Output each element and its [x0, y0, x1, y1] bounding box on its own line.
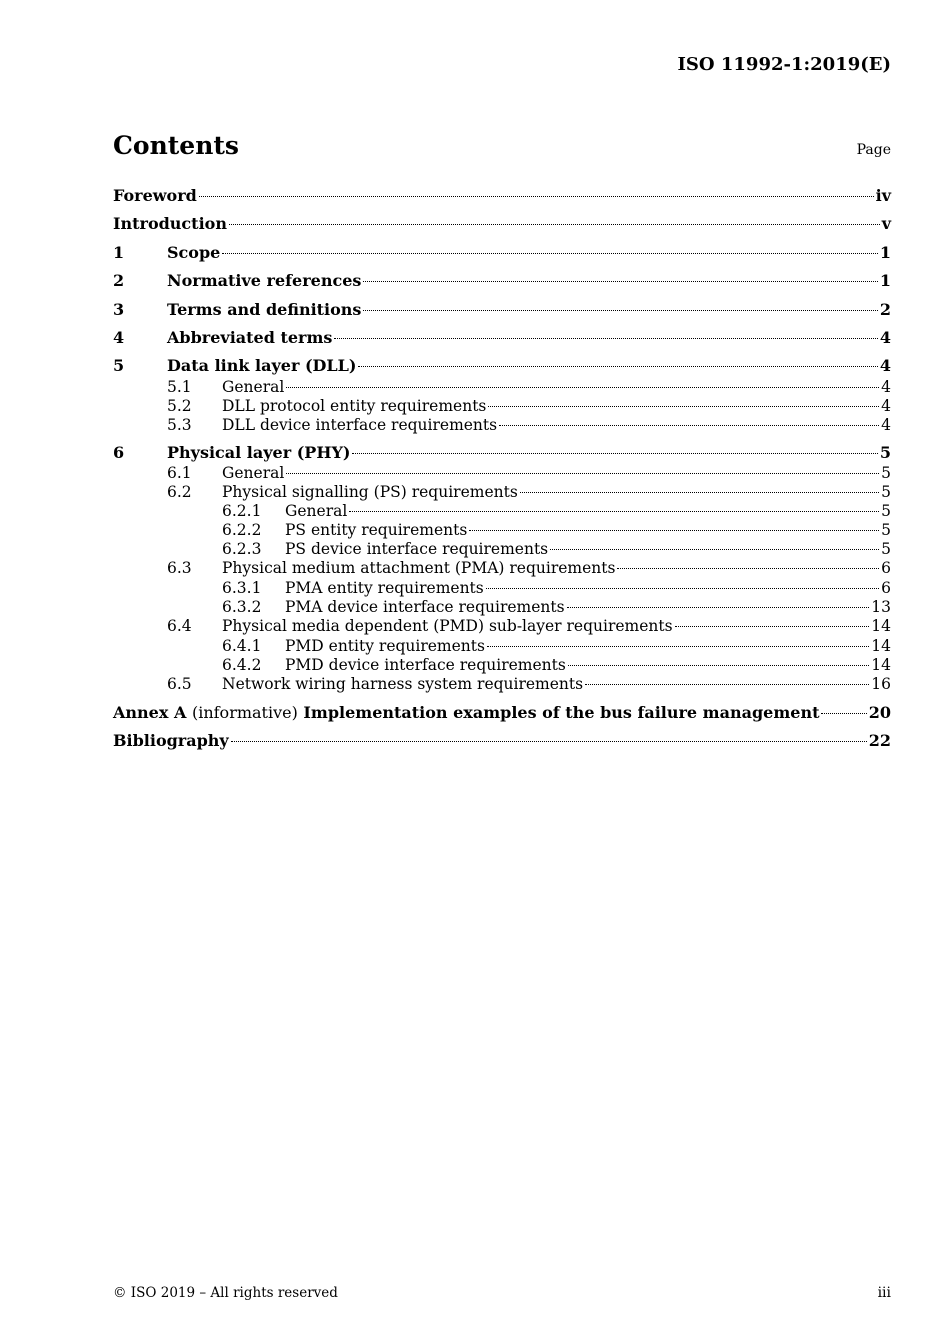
- toc-entry-page: 5: [879, 443, 891, 462]
- toc-entry[interactable]: [113, 558, 891, 578]
- toc-dot-leader: [499, 425, 879, 426]
- toc-entry-page: 4: [879, 328, 891, 347]
- toc-entry-title: [285, 501, 347, 521]
- toc-entry-number: 5.3: [167, 416, 192, 434]
- toc-entry-title: [167, 356, 356, 376]
- toc-entry[interactable]: [113, 271, 891, 291]
- toc-entry-page: 5: [881, 502, 891, 520]
- toc-entry-page: 1: [879, 243, 891, 262]
- toc-entry-title: [285, 655, 566, 675]
- toc-entry-page: 5: [881, 464, 891, 482]
- toc-entry-number: 6.3: [167, 559, 192, 577]
- toc-entry-title: [167, 443, 350, 463]
- toc-entry-page: 4: [879, 356, 891, 375]
- toc-entry-title: [113, 186, 197, 206]
- toc-dot-leader: [199, 196, 874, 197]
- toc-entry-page: 13: [871, 598, 891, 616]
- toc-dot-leader: [222, 253, 878, 254]
- toc-entry-page: 22: [868, 731, 891, 750]
- toc-entry-number: 4: [113, 328, 125, 347]
- footer-copyright: © ISO 2019 – All rights reserved: [113, 1285, 338, 1301]
- toc-entry-number: 6: [113, 443, 125, 462]
- toc-entry-page: 5: [881, 540, 891, 558]
- toc-entry-title-text: Annex A: [113, 703, 187, 722]
- toc-entry-number: 6.2.1: [222, 502, 262, 520]
- toc-entry-title-text: Physical signalling (PS) requirements: [222, 483, 518, 501]
- toc-entry-title: [285, 539, 548, 559]
- toc-entry-title: [113, 214, 227, 234]
- toc-entry-title: [222, 415, 497, 435]
- toc-dot-leader: [363, 281, 877, 282]
- toc-entry-number: 6.3.2: [222, 598, 262, 616]
- toc-dot-leader: [486, 588, 879, 589]
- toc-dot-leader: [334, 338, 877, 339]
- toc-dot-leader: [349, 511, 879, 512]
- toc-dot-leader: [520, 492, 879, 493]
- toc-dot-leader: [231, 741, 867, 742]
- toc-dot-leader: [617, 568, 879, 569]
- toc-entry-page: 4: [881, 416, 891, 434]
- toc-entry-number: 6.4: [167, 617, 192, 635]
- toc-entry[interactable]: [113, 597, 891, 617]
- toc-entry-page: v: [881, 214, 891, 233]
- toc-entry[interactable]: [113, 520, 891, 540]
- toc-entry[interactable]: [113, 186, 891, 206]
- toc-entry-title: [167, 243, 220, 263]
- toc-entry[interactable]: [113, 578, 891, 598]
- toc-entry-title-text: Abbreviated terms: [167, 328, 333, 347]
- toc-entry-page: 4: [881, 378, 891, 396]
- toc-entry[interactable]: [113, 674, 891, 694]
- toc-entry[interactable]: [113, 463, 891, 483]
- toc-dot-leader: [352, 453, 877, 454]
- toc-entry-number: 5: [113, 356, 125, 375]
- toc-dot-leader: [229, 224, 880, 225]
- toc-entry-title-text: General: [222, 378, 285, 396]
- toc-entry-title: [222, 558, 615, 578]
- toc-entry-page: 14: [871, 656, 891, 674]
- toc-dot-leader: [585, 684, 869, 685]
- toc-dot-leader: [821, 713, 866, 714]
- toc-dot-leader: [286, 473, 879, 474]
- contents-title: Contents: [113, 131, 240, 160]
- document-id: ISO 11992-1:2019(E): [677, 54, 891, 75]
- toc-entry-title-text: Terms and definitions: [167, 300, 362, 319]
- toc-entry-title-text: Scope: [167, 243, 221, 262]
- toc-entry[interactable]: [113, 243, 891, 263]
- toc-entry[interactable]: [113, 443, 891, 463]
- toc-entry[interactable]: [113, 655, 891, 675]
- toc-entry-title: [167, 328, 332, 348]
- toc-entry-title: [222, 482, 518, 502]
- toc-dot-leader: [469, 530, 879, 531]
- page-column-label: Page: [856, 142, 891, 158]
- toc-entry-annex-type: (informative): [191, 703, 298, 722]
- toc-dot-leader: [363, 310, 877, 311]
- toc-entry-number: 3: [113, 300, 125, 319]
- toc-entry-title: [285, 578, 484, 598]
- toc-dot-leader: [567, 607, 870, 608]
- toc-entry[interactable]: [113, 616, 891, 636]
- toc-entry-title: [222, 616, 673, 636]
- toc-dot-leader: [568, 665, 869, 666]
- toc-dot-leader: [675, 626, 870, 627]
- toc-entry-title-text: General: [222, 464, 285, 482]
- toc-entry-title-text: Physical media dependent (PMD) sub-layer requirements: [222, 617, 673, 635]
- toc-entry-page: 6: [881, 579, 891, 597]
- toc-entry-title: [222, 463, 284, 483]
- toc-entry-title-text: Foreword: [113, 186, 197, 205]
- toc-entry-title: [285, 597, 565, 617]
- toc-entry-number: 5.2: [167, 397, 192, 415]
- toc-entry-title: [222, 674, 583, 694]
- toc-entry[interactable]: [113, 214, 891, 234]
- toc-entry-page: 20: [868, 703, 891, 722]
- toc-entry[interactable]: [113, 377, 891, 397]
- toc-entry-title-text: Normative references: [167, 271, 362, 290]
- toc-entry-title-text: PS device interface requirements: [285, 540, 549, 558]
- toc-entry[interactable]: [113, 731, 891, 751]
- toc-entry-number: 6.2.3: [222, 540, 262, 558]
- toc-entry[interactable]: [113, 636, 891, 656]
- toc-entry-title-text: Physical layer (PHY): [167, 443, 351, 462]
- toc-entry[interactable]: [113, 501, 891, 521]
- toc-entry-title-text: DLL device interface requirements: [222, 416, 498, 434]
- toc-entry-title-text: PMA device interface requirements: [285, 598, 565, 616]
- toc-entry-title-text: Physical medium attachment (PMA) requirements: [222, 559, 616, 577]
- toc-entry-number: 6.1: [167, 464, 192, 482]
- toc-entry-page: iv: [875, 186, 891, 205]
- toc-entry-number: 6.3.1: [222, 579, 262, 597]
- toc-entry-page: 6: [881, 559, 891, 577]
- toc-entry-title: [113, 731, 229, 751]
- toc-entry-title: [222, 396, 486, 416]
- toc-entry-page: 4: [881, 397, 891, 415]
- toc-entry-title: [113, 703, 819, 723]
- toc-entry-title: [167, 271, 361, 291]
- toc-entry-number: 2: [113, 271, 125, 290]
- toc-entry-page: 14: [871, 637, 891, 655]
- toc-entry-title-text: DLL protocol entity requirements: [222, 397, 487, 415]
- toc-entry-title-text: Data link layer (DLL): [167, 356, 357, 375]
- toc-entry-page: 14: [871, 617, 891, 635]
- toc-dot-leader: [358, 366, 877, 367]
- toc-entry-number: 6.2.2: [222, 521, 262, 539]
- toc-entry[interactable]: [113, 539, 891, 559]
- toc-entry-number: 6.5: [167, 675, 192, 693]
- toc-entry-number: 6.2: [167, 483, 192, 501]
- toc-entry-number: 5.1: [167, 378, 192, 396]
- footer-page-number: iii: [877, 1285, 891, 1301]
- toc-dot-leader: [286, 387, 879, 388]
- toc-entry-title-text: PS entity requirements: [285, 521, 468, 539]
- toc-entry[interactable]: [113, 415, 891, 435]
- toc-entry-title: [167, 300, 361, 320]
- toc-entry[interactable]: [113, 300, 891, 320]
- toc-entry-number: 6.4.1: [222, 637, 262, 655]
- toc-entry-title-text: General: [285, 502, 348, 520]
- toc-entry-title-text: Network wiring harness system requirements: [222, 675, 584, 693]
- toc-entry-number: 6.4.2: [222, 656, 262, 674]
- toc-entry[interactable]: [113, 482, 891, 502]
- toc-dot-leader: [488, 406, 879, 407]
- toc-entry-page: 1: [879, 271, 891, 290]
- toc-entry-title-text: PMD device interface requirements: [285, 656, 566, 674]
- toc-entry-title-text: PMD entity requirements: [285, 637, 485, 655]
- toc-entry-title: [222, 377, 284, 397]
- toc-entry[interactable]: [113, 703, 891, 723]
- toc-entry[interactable]: [113, 328, 891, 348]
- toc-entry-title-text: PMA entity requirements: [285, 579, 484, 597]
- toc-entry-annex-title: Implementation examples of the bus failure management: [303, 703, 820, 722]
- toc-entry-page: 16: [871, 675, 891, 693]
- toc-entry-page: 2: [879, 300, 891, 319]
- toc-dot-leader: [487, 646, 869, 647]
- toc-entry[interactable]: [113, 356, 891, 376]
- toc-entry-number: 1: [113, 243, 125, 262]
- toc-dot-leader: [550, 549, 879, 550]
- toc-entry-title: [285, 636, 485, 656]
- toc-entry-title: [285, 520, 467, 540]
- toc-entry-page: 5: [881, 521, 891, 539]
- toc-entry-title-text: Bibliography: [113, 731, 229, 750]
- toc-entry[interactable]: [113, 396, 891, 416]
- toc-entry-page: 5: [881, 483, 891, 501]
- toc-entry-title-text: Introduction: [113, 214, 227, 233]
